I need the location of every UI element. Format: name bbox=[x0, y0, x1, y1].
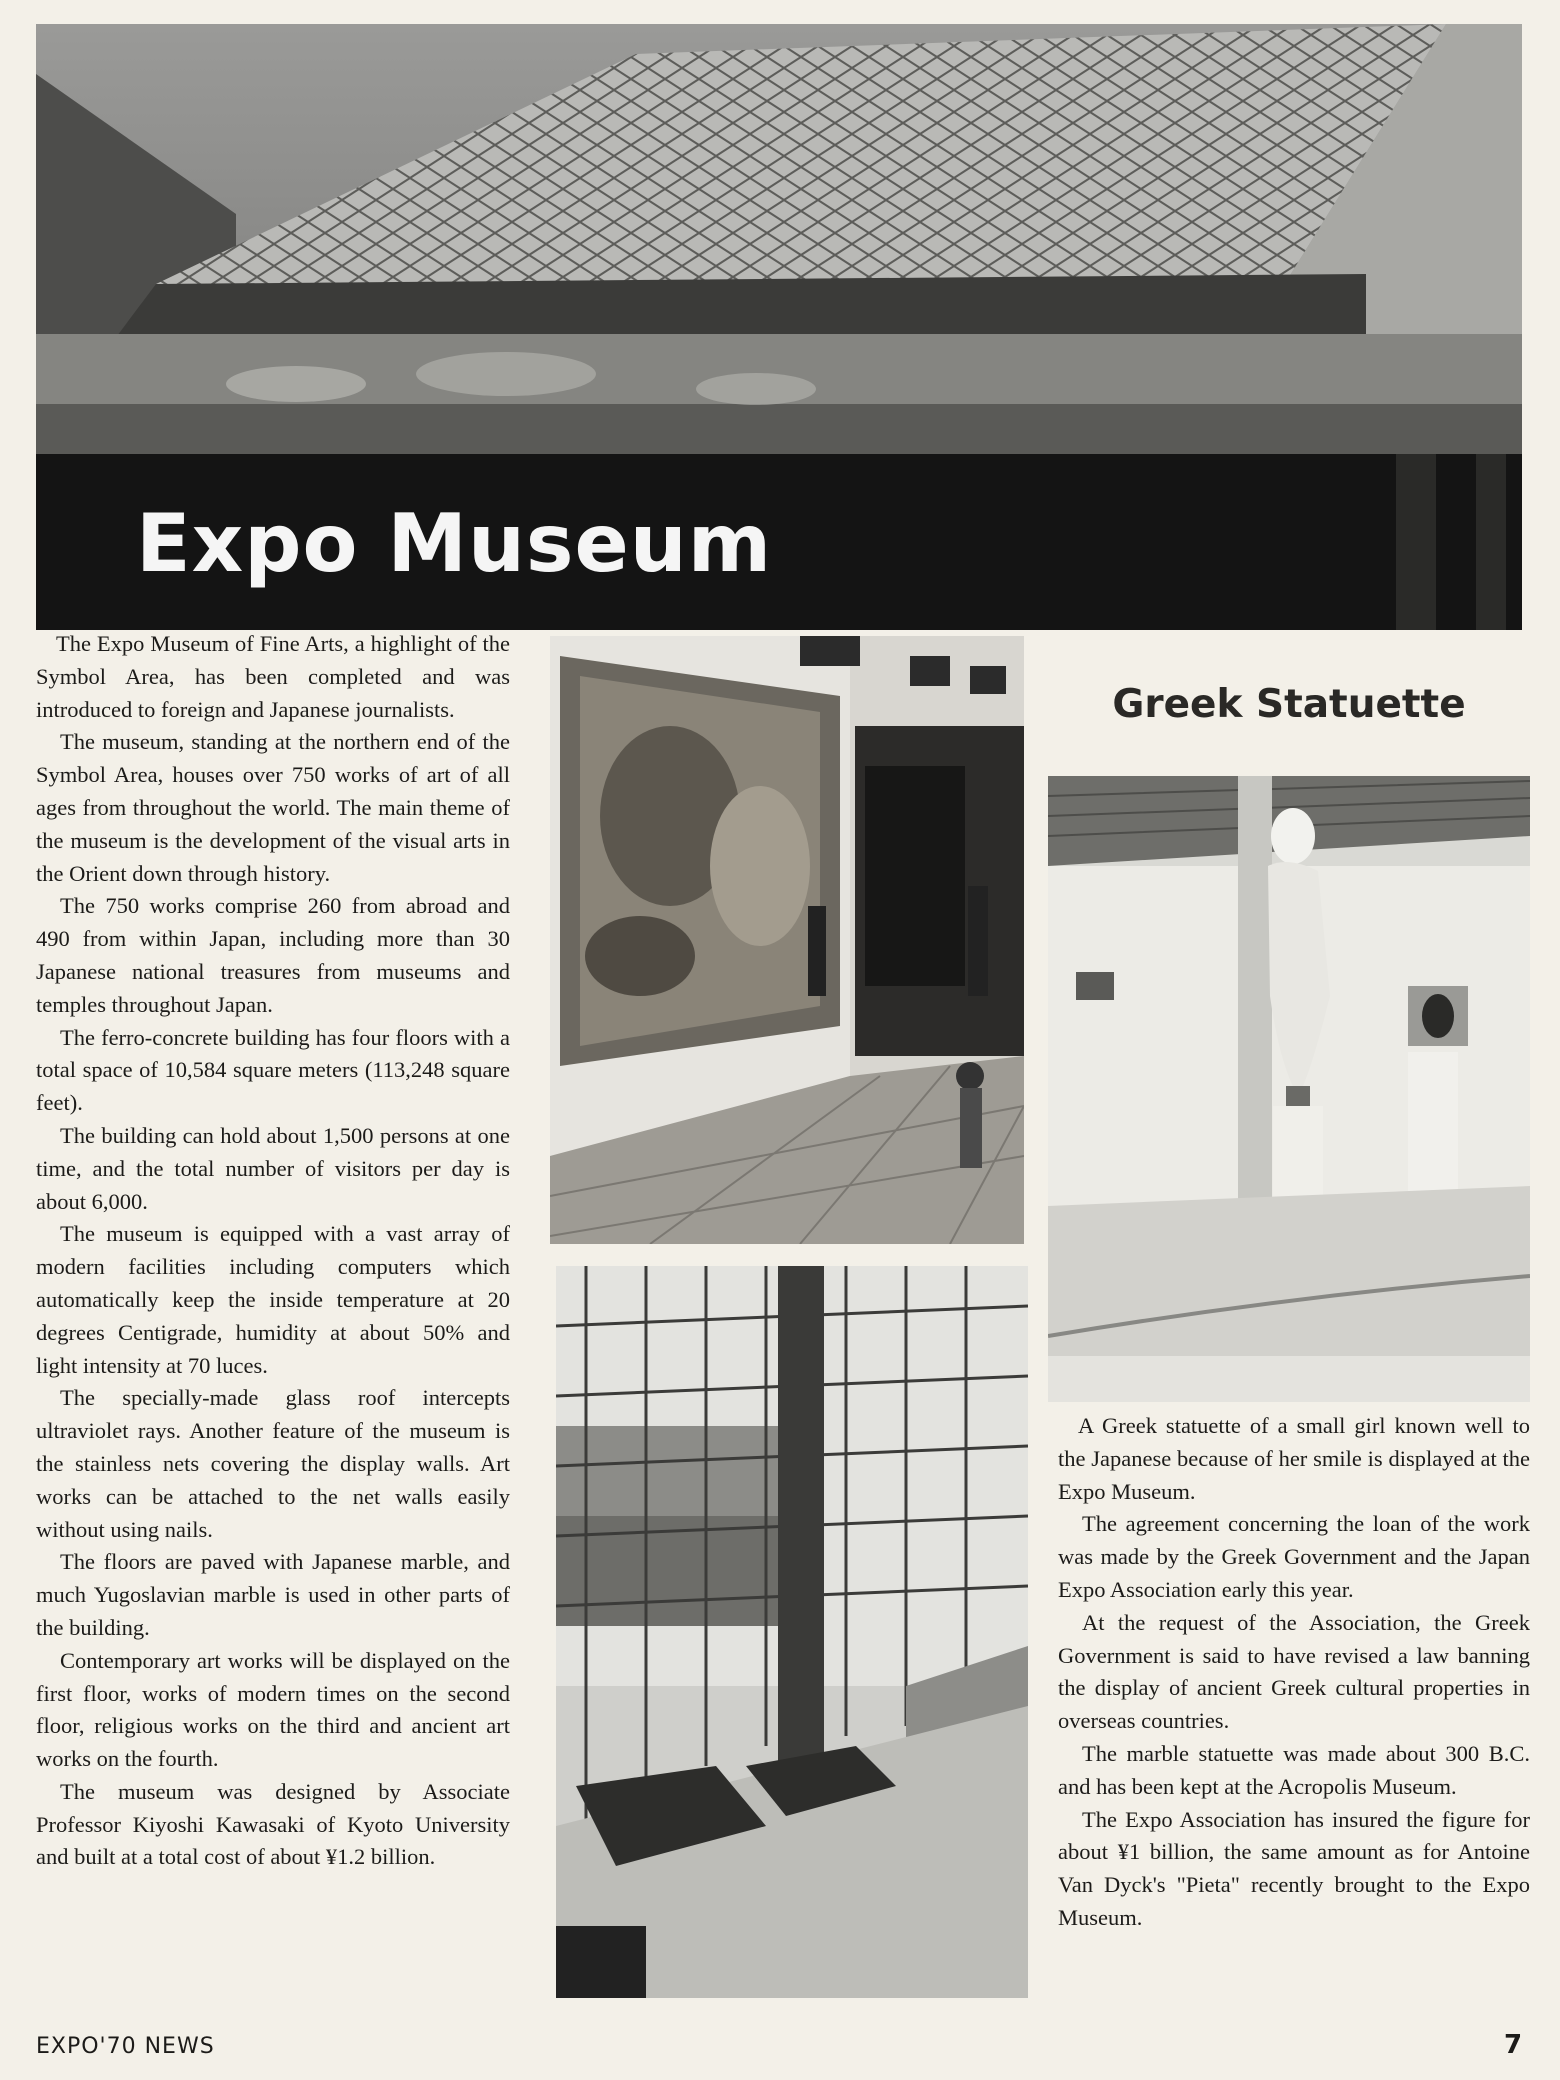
section-title: Greek Statuette bbox=[1112, 682, 1466, 727]
paragraph: The museum was designed by Associate Professor Kiyoshi Kawasaki of Kyoto University and built at a total cost of about ¥1.2 billion. bbox=[36, 1778, 510, 1870]
paragraph: The museum, standing at the northern end of the Symbol Area, houses over 750 works of art of all ages from throughout the world. The main theme of the museum is the development of the visual arts in the Orient down through history. bbox=[36, 729, 510, 886]
article-column-left bbox=[36, 628, 510, 1874]
hero-photo bbox=[36, 24, 1522, 630]
paragraph: A Greek statuette of a small girl known well to the Japanese because of her smile is displayed at the Expo Museum. bbox=[1058, 1413, 1530, 1504]
paragraph: Contemporary art works will be displayed on the first floor, works of modern times on the second floor, religious works on the third and ancient art works on the fourth. bbox=[36, 1647, 510, 1772]
tapestry-gallery-photo bbox=[550, 636, 1024, 1244]
paragraph: The 750 works comprise 260 from abroad and 490 from within Japan, including more than 30 Japanese national treasures from museums and temples throughout Japan. bbox=[36, 893, 510, 1017]
paragraph: The Expo Association has insured the figure for about ¥1 billion, the same amount as for Antoine Van Dyck's "Pieta" recently brought to the Expo Museum. bbox=[1058, 1806, 1530, 1930]
paragraph: The building can hold about 1,500 persons at one time, and the total number of visitors per day is about 6,000. bbox=[36, 1122, 510, 1214]
publication-name: EXPO'70 NEWS bbox=[36, 2034, 215, 2059]
tapestry-gallery-image bbox=[550, 636, 1024, 1244]
greek-statuette-photo bbox=[1048, 776, 1530, 1402]
article-column-right bbox=[1058, 1410, 1530, 1935]
paragraph: The ferro-concrete building has four floors with a total space of 10,584 square meters (113,248 square feet). bbox=[36, 1024, 510, 1116]
paragraph: The Expo Museum of Fine Arts, a highlight of the Symbol Area, has been completed and was introduced to foreign and Japanese journalists. bbox=[36, 631, 510, 722]
paragraph: The marble statuette was made about 300 B.C. and has been kept at the Acropolis Museum. bbox=[1058, 1740, 1530, 1799]
page-number: 7 bbox=[1504, 2030, 1523, 2060]
paragraph: The museum is equipped with a vast array of modern facilities including computers which automatically keep the inside temperature at 20 degrees Centigrade, humidity at about 50% and light intensity at 70 luces. bbox=[36, 1221, 510, 1378]
museum-interior-photo bbox=[556, 1266, 1028, 1998]
paragraph: At the request of the Association, the Greek Government is said to have revised a law banning the display of ancient Greek cultural properties in overseas countries. bbox=[1058, 1609, 1530, 1734]
museum-interior-image bbox=[556, 1266, 1028, 1998]
paragraph: The agreement concerning the loan of the work was made by the Greek Government and the Japan Expo Association early this year. bbox=[1058, 1511, 1530, 1602]
paragraph: The floors are paved with Japanese marble, and much Yugoslavian marble is used in other parts of the building. bbox=[36, 1549, 510, 1640]
paragraph: The specially-made glass roof intercepts ultraviolet rays. Another feature of the museum is the stainless nets covering the display walls. Art works can be attached to the net walls easily without using nails. bbox=[36, 1385, 510, 1542]
page-title: Expo Museum bbox=[136, 497, 773, 590]
greek-statuette-image bbox=[1048, 776, 1530, 1402]
